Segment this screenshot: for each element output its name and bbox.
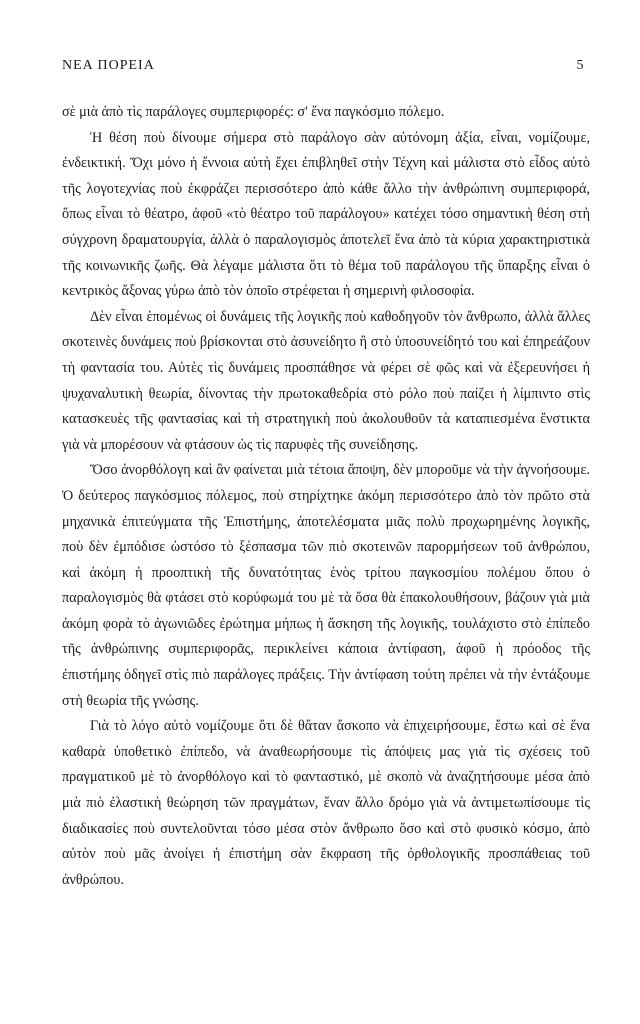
paragraph-5: Γιὰ τὸ λόγο αὐτὸ νομίζουμε ὅτι δὲ θἄταν ἄσκοπο νὰ ἐπιχειρήσουμε, ἔστω καὶ σὲ ἕνα καθαρὰ ὑποθετικὸ ἐπίπεδο, νὰ ἀναθεωρήσουμε τὶς ἀπόψεις μας γιὰ τὶς σχέσεις τοῦ πραγματικοῦ μὲ τὸ ἀνορθόλογο καὶ τὸ φανταστικό, μὲ σκοπὸ νὰ ἀναζητήσουμε μέσα ἀπὸ μιὰ πιὸ ἐλαστικὴ θεώρηση τῶν πραγμάτων, ἕναν ἄλλο δρόμο γιὰ νὰ ἀντιμετωπίσουμε τὶς διαδικασίες ποὺ συντελοῦνται τόσο μέσα στὸν ἄνθρωπο ὅσο καὶ στὸ φυσικὸ κόσμο, ἀπὸ αὐτὸν ποὺ μᾶς ἀνοίγει ἡ ἐπιστήμη σὰν ἔκφραση τῆς ὀρθολογικῆς προσπάθειας τοῦ ἀνθρώπου.	[62, 718, 590, 888]
running-header	[62, 58, 590, 80]
paragraph-4: Ὅσο ἀνορθόλογη καὶ ἂν φαίνεται μιὰ τέτοια ἄποψη, δὲν μποροῦμε νὰ τὴν ἀγνοήσουμε. Ὁ δεύτερος παγκόσμιος πόλεμος, ποὺ στηρίχτηκε ἀκόμη περισσότερο ἀπὸ τὸν πρῶτο στὰ μηχανικὰ ἐπιτεύγματα τῆς Ἐπιστήμης, ἀποτελέσματα μιᾶς πολὺ προχωρημένης λογικῆς, ποὺ δὲν ἐμπόδισε ὡστόσο τὸ ξέσπασμα τῶν πιὸ σκοτεινῶν παρορμήσεων τοῦ ἀνθρώπου, καὶ ἀκόμη ἡ προοπτικὴ τῆς δυνατότητας ἑνὸς τρίτου παγκοσμίου πολέμου ὅπου ὁ παραλογισμὸς θὰ φτάσει στὸ κορύφωμά του μὲ τὰ ὅσα θὰ ἐπακολουθήσουν, βάζουν γιὰ μιὰ ἀκόμη φορὰ τὸ ἀγωνιῶδες ἐρώτημα μήπως ἡ ἄσκηση τῆς λογικῆς, τουλάχιστο στὸ ἐπίπεδο τῆς ἀνθρώπινης συμπεριφορᾶς, περικλείνει κάποια ἀντίφαση, ἀφοῦ ἡ πρόοδος τῆς ἐπιστήμης ὁδηγεῖ στὶς πιὸ παράλογες πράξεις. Τὴν ἀντίφαση τούτη πρέπει νὰ τὴν ἐντάξουμε στὴ θεωρία τῆς γνώσης.	[62, 462, 590, 709]
journal-title: ΝΕΑ ΠΟΡΕΙΑ	[62, 58, 155, 73]
book-page	[62, 58, 590, 1008]
paragraph-3: Δὲν εἶναι ἑπομένως οἱ δυνάμεις τῆς λογικῆς ποὺ καθοδηγοῦν τὸν ἄνθρωπο, ἀλλὰ ἄλλες σκοτεινὲς δυνάμεις ποὺ βρίσκονται στὸ ἀσυνείδητο ἢ στὸ ὑποσυνείδητό του καὶ ἐπηρεάζουν τὴ φαντασία του. Αὐτὲς τὶς δυνάμεις προσπάθησε νὰ φέρει σὲ φῶς καὶ νὰ ἐξερευνήσει ἡ ψυχαναλυτικὴ θεωρία, δίνοντας τὴν πρωτοκαθεδρία στὸ ρόλο ποὺ παίζει ἡ λίμπιντο στὶς κατασκευὲς τῆς φαντασίας καὶ τὴ στρατηγικὴ ποὺ ἀκολουθοῦν τὰ καταπιεσμένα ἔνστικτα γιὰ νὰ μπορέσουν νὰ φτάσουν ὡς τὶς παρυφὲς τῆς συνείδησης.	[62, 308, 590, 453]
page-number: 5	[576, 58, 584, 73]
paragraph-2: Ἡ θέση ποὺ δίνουμε σήμερα στὸ παράλογο σὰν αὐτόνομη ἀξία, εἶναι, νομίζουμε, ἐνδεικτική. Ὄχι μόνο ἡ ἔννοια αὐτὴ ἔχει ἐπιβληθεῖ στὴν Τέχνη καὶ μάλιστα στὸ εἶδος αὐτὸ τῆς λογοτεχνίας ποὺ ἐκφράζει περισσότερο ἀπὸ κάθε ἄλλο τὴν ἀνθρώπινη συμπεριφορά, ὅπως εἶναι τὸ θέατρο, ἀφοῦ «τὸ θέατρο τοῦ παράλογου» κατέχει τόσο σημαντικὴ θέση στὴ σύγχρονη δραματουργία, ἀλλὰ ὁ παραλογισμὸς ἀποτελεῖ ἕνα ἀπὸ τὰ κύρια χαρακτηριστικὰ τῆς κοινωνικῆς ζωῆς. Θὰ λέγαμε μάλιστα ὅτι τὸ θέμα τοῦ παράλογου τῆς ὕπαρξης εἶναι ὁ κεντρικὸς ἄξονας γύρω ἀπὸ τὸν ὁποῖο στρέφεται ἡ σημερινὴ φιλοσοφία.	[62, 129, 590, 300]
body-text	[62, 100, 590, 893]
paragraph-1: σὲ μιὰ ἀπὸ τὶς παράλογες συμπεριφορές: σ' ἕνα παγκόσμιο πόλεμο.	[62, 104, 445, 120]
